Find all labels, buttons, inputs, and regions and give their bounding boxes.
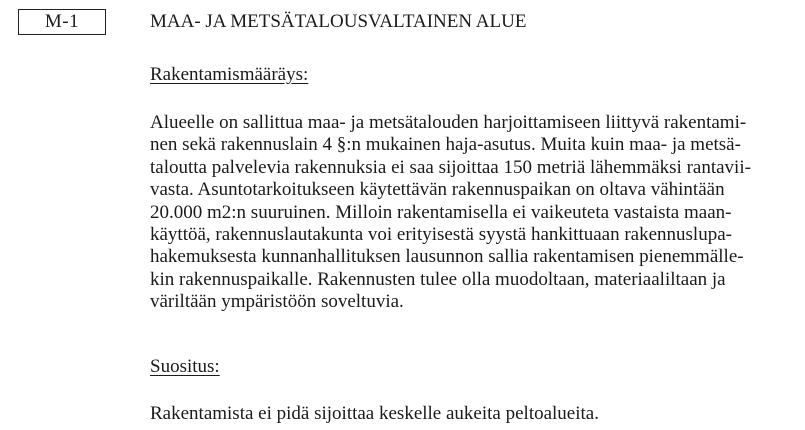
regulation-line: kin rakennuspaikalle. Rakennusten tulee olla muodoltaan, materiaaliltaan ja: [150, 268, 726, 290]
zone-title: MAA- JA METSÄTALOUSVALTAINEN ALUE: [150, 11, 527, 32]
regulation-line: vasta. Asuntotarkoitukseen käytettävän rakennuspaikan on oltava vähintään: [150, 179, 725, 201]
regulation-text: [150, 112, 790, 314]
regulation-line: hakemuksesta kunnanhallituksen lausunnon sallia rakentamisen pienemmälle-: [150, 246, 744, 268]
zone-code: M-1: [44, 11, 80, 32]
regulation-line: 20.000 m2:n suuruinen. Milloin rakentamisella ei vaikeuteta vastaista maan-: [150, 201, 732, 223]
regulation-line: käyttöä, rakennuslautakunta voi erityisestä syystä hankittuaan rakennuslupa-: [150, 224, 732, 246]
regulation-line: väriltään ympäristöön soveltuvia.: [150, 291, 404, 313]
recommendation-heading: Suositus:: [150, 356, 220, 377]
regulation-heading: Rakentamismääräys:: [150, 64, 309, 85]
recommendation-text: Rakentamista ei pidä sijoittaa keskelle aukeita peltoalueita.: [150, 403, 599, 424]
zone-code-box: [18, 9, 106, 35]
regulation-line: nen sekä rakennuslain 4 §:n mukainen haja-asutus. Muita kuin maa- ja metsä-: [150, 134, 741, 156]
regulation-line: taloutta palvelevia rakennuksia ei saa sijoittaa 150 metriä lähemmäksi rantavii-: [150, 156, 751, 178]
regulation-line: Alueelle on sallittua maa- ja metsätalouden harjoittamiseen liittyvä rakentami-: [150, 112, 747, 133]
